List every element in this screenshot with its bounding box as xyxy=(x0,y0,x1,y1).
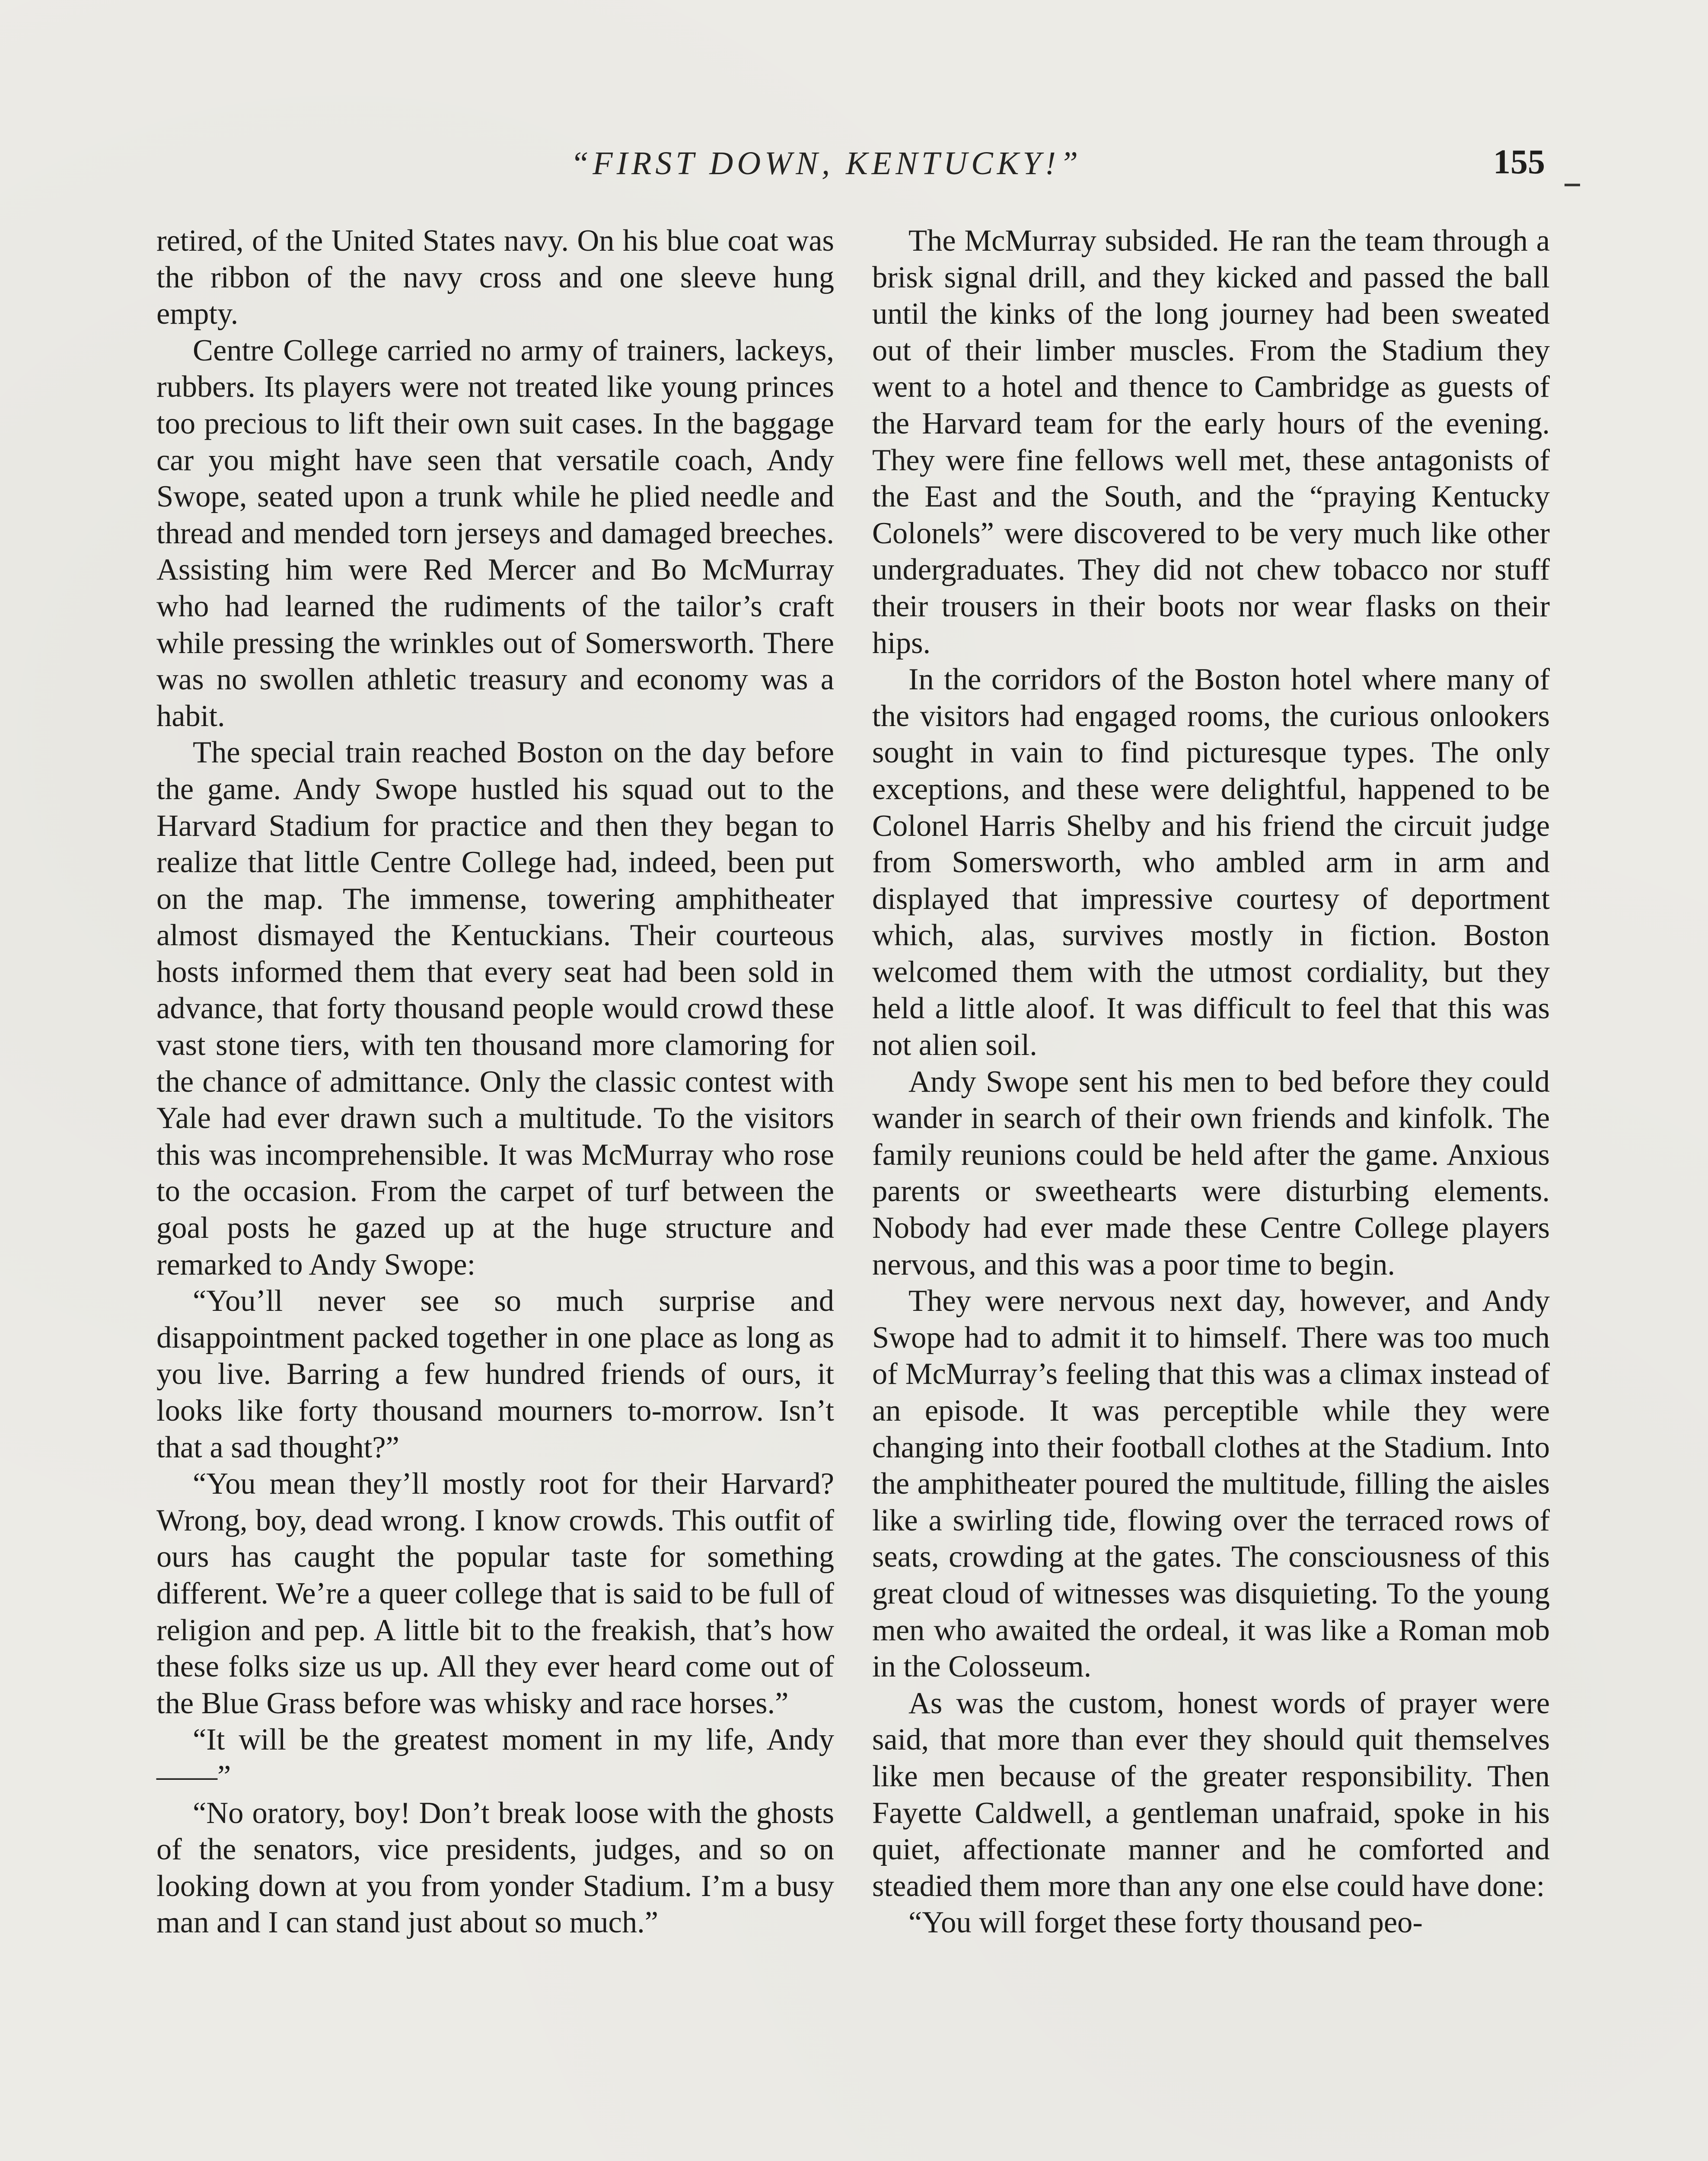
printer-mark xyxy=(1565,184,1580,186)
paragraph: In the corridors of the Boston hotel where many of the visitors had engaged rooms, the curious onlookers sought in vain to find picturesque types. The only exceptions, and these were delightful, happened to be Colonel Harris Shelby and his friend the circuit judge from Somersworth, who ambled arm in arm and displayed that impressive courtesy of deportment which, alas, survives mostly in fiction. Boston welcomed them with the utmost cordiality, but they held a little aloof. It was difficult to feel that this was not alien soil. xyxy=(872,663,1550,1062)
paragraph: The McMurray subsided. He ran the team through a brisk signal drill, and they kicked and passed the ball until the kinks of the long journey had been sweated out of their limber muscles. From the Stadium they went to a hotel and thence to Cambridge as guests of the Harvard team for the early hours of the evening. They were fine fellows well met, these antagonists of the East and the South, and the “praying Kentucky Colonels” were discovered to be very much like other undergraduates. They did not chew tobacco nor stuff their trousers in their boots nor wear flasks on their hips. xyxy=(872,224,1550,660)
right-column xyxy=(872,223,1550,1941)
paragraph: Centre College carried no army of trainers, lackeys, rubbers. Its players were not treated like young princes too precious to lift their own suit cases. In the baggage car you might have seen that versatile coach, Andy Swope, seated upon a trunk while he plied needle and thread and mended torn jerseys and damaged breeches. Assisting him were Red Mercer and Bo McMurray who had learned the rudiments of the tailor’s craft while pressing the wrinkles out of Somersworth. There was no swollen athletic treasury and economy was a habit. xyxy=(156,333,834,733)
paragraph: Andy Swope sent his men to bed before they could wander in search of their own friends and kinfolk. The family reunions could be held after the game. Anxious parents or sweethearts were disturbing elements. Nobody had ever made these Centre College players nervous, and this was a poor time to begin. xyxy=(872,1065,1550,1281)
left-column xyxy=(156,223,834,1941)
paragraph: retired, of the United States navy. On his blue coat was the ribbon of the navy cross and one sleeve hung empty. xyxy=(156,224,834,331)
paragraph: “No oratory, boy! Don’t break loose with the ghosts of the senators, vice presidents, judges, and so on looking down at you from yonder Stadium. I’m a busy man and I can stand just about so much.” xyxy=(156,1796,834,1940)
paragraph: The special train reached Boston on the day before the game. Andy Swope hustled his squad out to the Harvard Stadium for practice and then they began to realize that little Centre College had, indeed, been put on the map. The immense, towering amphitheater almost dismayed the Kentuckians. Their courteous hosts informed them that every seat had been sold in advance, that forty thousand people would crowd these vast stone tiers, with ten thousand more clamoring for the chance of admittance. Only the classic contest with Yale had ever drawn such a multitude. To the visitors this was incomprehensible. It was McMurray who rose to the occasion. From the carpet of turf between the goal posts he gazed up at the huge structure and remarked to Andy Swope: xyxy=(156,736,834,1281)
paragraph: “You will forget these forty thousand peo- xyxy=(908,1906,1423,1940)
paragraph: “You’ll never see so much surprise and disappointment packed together in one place as long as you live. Barring a few hundred friends of ours, it looks like forty thousand mourners to-morrow. Isn’t that a sad thought?” xyxy=(156,1284,834,1464)
paragraph: As was the custom, honest words of prayer were said, that more than ever they should quit themselves like men because of the greater responsibility. Then Fayette Caldwell, a gentleman unafraid, spoke in his quiet, affectionate manner and he comforted and steadied them more than any one else could have done: xyxy=(872,1686,1550,1903)
paragraph: They were nervous next day, however, and Andy Swope had to admit it to himself. There was too much of McMurray’s feeling that this was a climax instead of an episode. It was perceptible while they were changing into their football clothes at the Stadium. Into the amphitheater poured the multitude, filling the aisles like a swirling tide, flowing over the terraced rows of seats, crowding at the gates. The consciousness of this great cloud of witnesses was disquieting. To the young men who awaited the ordeal, it was like a Roman mob in the Colosseum. xyxy=(872,1284,1550,1684)
page-number: 155 xyxy=(1493,143,1545,181)
running-title: “FIRST DOWN, KENTUCKY!” xyxy=(570,145,1082,182)
paragraph: “You mean they’ll mostly root for their Harvard? Wrong, boy, dead wrong. I know crowds. This outfit of ours has caught the popular taste for something different. We’re a queer college that is said to be full of religion and pep. A little bit to the freakish, that’s how these folks size us up. All they ever heard come out of the Blue Grass before was whisky and race horses.” xyxy=(156,1467,834,1720)
paragraph: “It will be the greatest moment in my life, Andy——” xyxy=(156,1723,834,1793)
